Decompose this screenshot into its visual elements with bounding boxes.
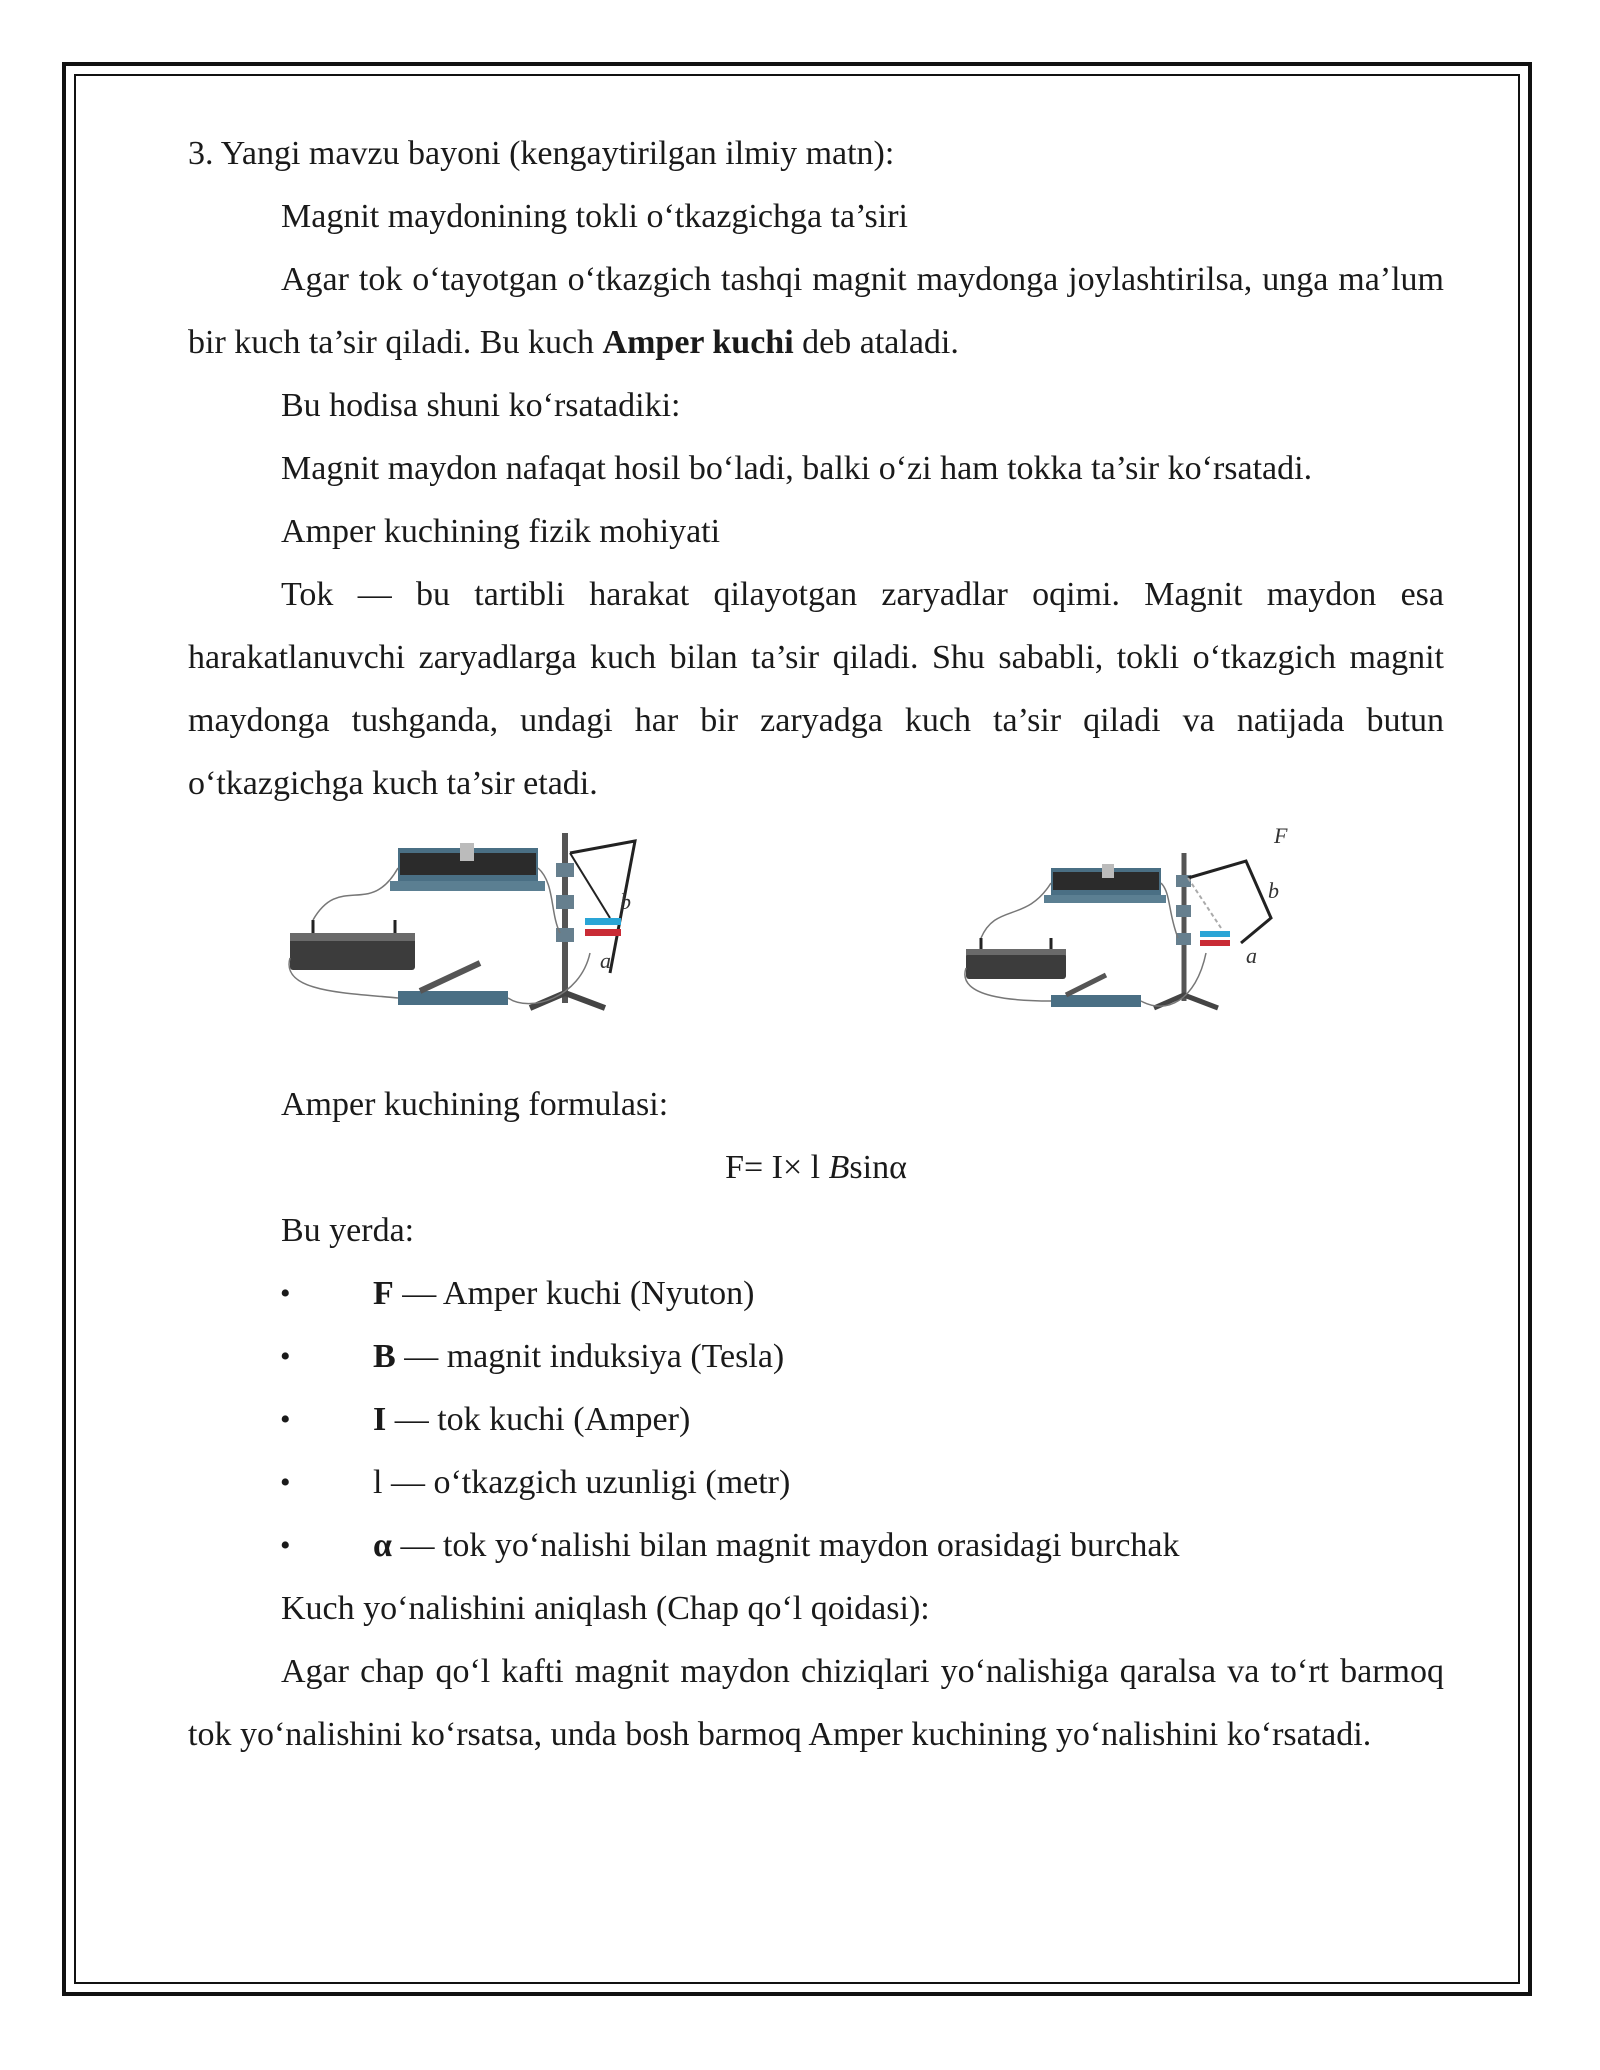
variable-symbol: l — [373, 1464, 383, 1501]
paragraph-3: Magnit maydon nafaqat hosil bo‘ladi, balki o‘zi ham tokka ta’sir ko‘rsatadi. — [281, 450, 1313, 487]
apparatus-figure-2 — [956, 823, 1326, 1023]
bullet-dot: • — [280, 1277, 291, 1310]
variable-symbol: B — [373, 1338, 396, 1375]
document-body — [188, 122, 1444, 1766]
list-item — [188, 1514, 1444, 1577]
formula-right: sinα — [849, 1149, 907, 1186]
section-title-1: Magnit maydonining tokli o‘tkazgichga ta’siri — [281, 198, 908, 235]
formula — [188, 1136, 1444, 1199]
formula-left: F= I× l — [725, 1149, 829, 1186]
list-item — [188, 1388, 1444, 1451]
formula-symbol-b: B — [828, 1149, 850, 1186]
bullet-dot: • — [280, 1529, 291, 1562]
label-b-1: b — [620, 889, 631, 914]
variable-desc: — Amper kuchi (Nyuton) — [393, 1275, 755, 1312]
label-a-1: a — [600, 948, 611, 973]
figures-row — [188, 823, 1444, 1073]
paragraph-1-text: Agar tok o‘tayotgan o‘tkazgich tashqi magnit maydonga joylashtirilsa, unga ma’lum bir kuch ta’sir qiladi. Bu kuch — [188, 261, 1444, 361]
paragraph-4: Tok — bu tartibli harakat qilayotgan zaryadlar oqimi. Magnit maydon esa harakatlanuvchi zaryadlarga kuch bilan ta’sir qiladi. Shu sababli, tokli o‘tkazgich magnit maydonga tushganda, undagi har bir zaryadga kuch ta’sir qiladi va natijada butun o‘tkazgichga kuch ta’sir etadi. — [188, 576, 1444, 802]
section-title-2: Amper kuchining fizik mohiyati — [281, 513, 721, 550]
variable-list — [188, 1262, 1444, 1577]
paragraph-5: Agar chap qo‘l kafti magnit maydon chiziqlari yo‘nalishiga qaralsa va to‘rt barmoq tok yo‘nalishini ko‘rsatsa, unda bosh barmoq Amper kuchining yo‘nalishini ko‘rsatadi. — [188, 1653, 1444, 1753]
heading: 3. Yangi mavzu bayoni (kengaytirilgan ilmiy matn): — [188, 135, 895, 172]
bullet-dot: • — [280, 1466, 291, 1499]
amper-kuchi-term: Amper kuchi — [602, 324, 794, 361]
variable-symbol: F — [373, 1275, 394, 1312]
paragraph-1-end: deb ataladi. — [793, 324, 959, 361]
formula-title: Amper kuchining formulasi: — [281, 1086, 669, 1123]
section-title-3: Kuch yo‘nalishini aniqlash (Chap qo‘l qoidasi): — [281, 1590, 930, 1627]
list-item — [188, 1262, 1444, 1325]
label-a-2: a — [1246, 943, 1257, 968]
list-item — [188, 1451, 1444, 1514]
variable-desc: — magnit induksiya (Tesla) — [395, 1338, 785, 1375]
bullet-dot: • — [280, 1403, 291, 1436]
variable-desc: — o‘tkazgich uzunligi (metr) — [382, 1464, 791, 1501]
variable-desc: — tok kuchi (Amper) — [386, 1401, 691, 1438]
list-item — [188, 1325, 1444, 1388]
where-label: Bu yerda: — [281, 1212, 415, 1249]
variable-desc: — tok yo‘nalishi bilan magnit maydon orasidagi burchak — [391, 1527, 1180, 1564]
label-b-2: b — [1268, 878, 1279, 903]
paragraph-1 — [188, 248, 1444, 374]
paragraph-2: Bu hodisa shuni ko‘rsatadiki: — [281, 387, 681, 424]
apparatus-figure-1 — [280, 823, 650, 1023]
variable-symbol: α — [373, 1527, 392, 1564]
bullet-dot: • — [280, 1340, 291, 1373]
variable-symbol: I — [373, 1401, 387, 1438]
label-F-2: F — [1274, 823, 1288, 848]
